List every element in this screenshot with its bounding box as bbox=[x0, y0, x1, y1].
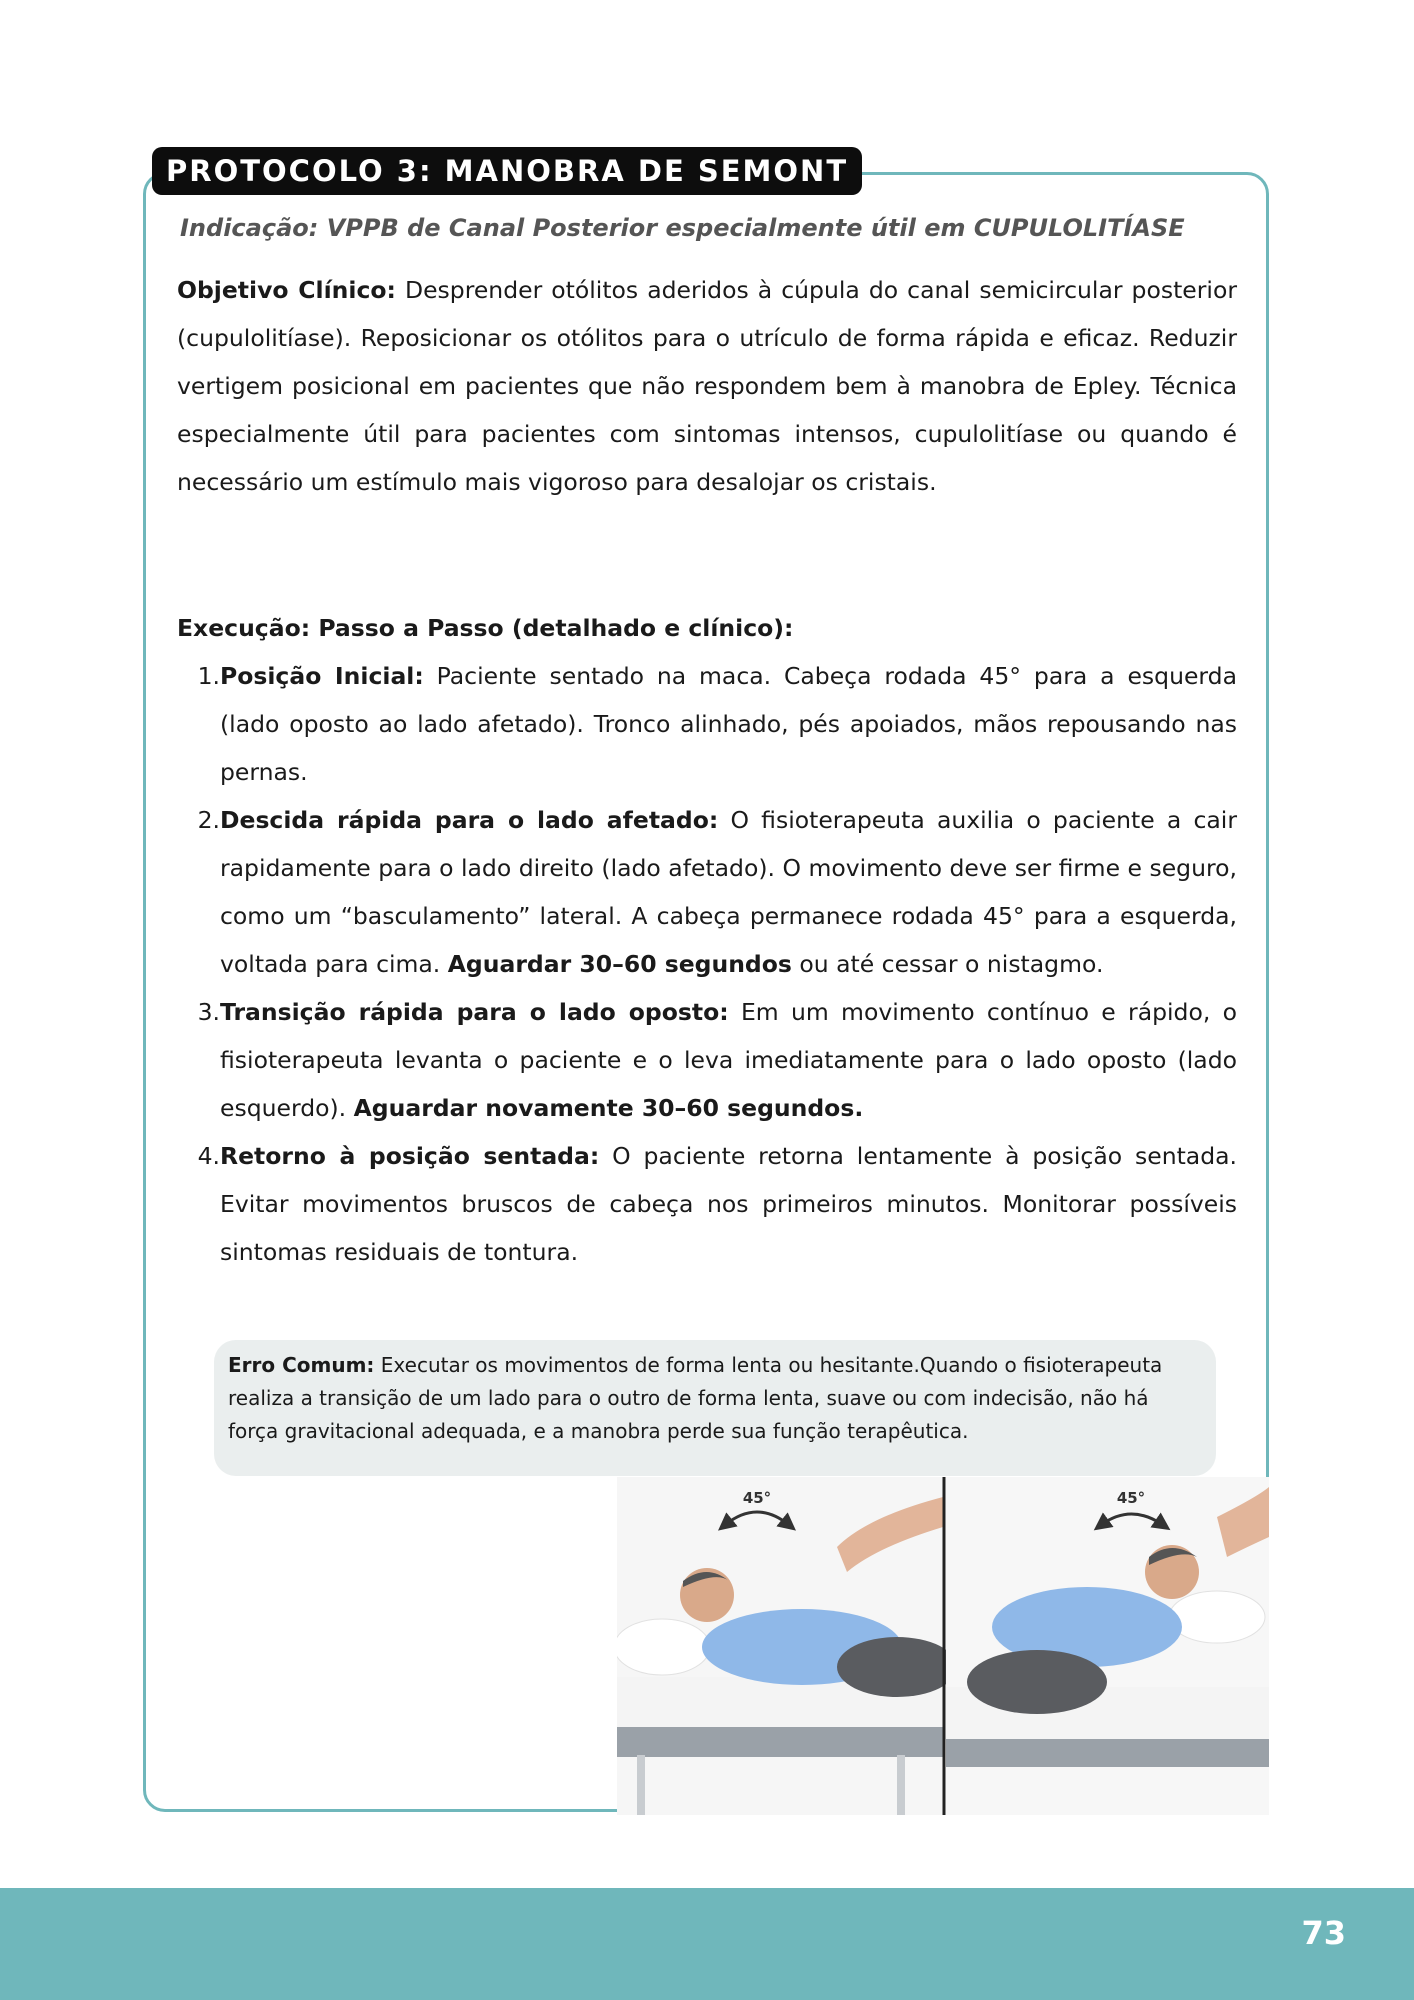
step-body: Em um movimento contínuo e rápido, o fisioterapeuta levanta o paciente e o leva imediatamente para o lado oposto (lado esquerdo). bbox=[220, 998, 1237, 1122]
list-item bbox=[177, 796, 1237, 988]
right-angle-label: 45° bbox=[1116, 1489, 1146, 1507]
objective-text: Desprender otólitos aderidos à cúpula do canal semicircular posterior (cupulolitíase). Reposicionar os otólitos para o utrículo de forma rápida e eficaz. Reduzir vertigem posicional em pacientes que não respondem bem à manobra de Epley. Técnica especialmente útil para pacientes com sintomas intensos, cupulolitíase ou quando é necessário um estímulo mais vigoroso para desalojar os cristais. bbox=[177, 276, 1237, 496]
step-text bbox=[220, 652, 1237, 796]
objective-label: Objetivo Clínico: bbox=[177, 276, 396, 304]
step-body: O fisioterapeuta auxilia o paciente a cair rapidamente para o lado direito (lado afetado). O movimento deve ser firme e seguro, como um “basculamento” lateral. A cabeça permanece rodada 45° para a esquerda, voltada para cima. bbox=[220, 806, 1237, 978]
step-label: Transição rápida para o lado oposto: bbox=[220, 998, 729, 1026]
step-number: 1. bbox=[197, 662, 220, 690]
step-emphasis: Aguardar novamente 30–60 segundos. bbox=[353, 1094, 864, 1122]
page-footer bbox=[0, 1888, 1414, 2000]
list-item bbox=[177, 652, 1237, 796]
left-panel bbox=[617, 1477, 957, 1815]
step-number: 3. bbox=[197, 998, 220, 1026]
step-number: 4. bbox=[197, 1142, 220, 1170]
step-text bbox=[220, 1132, 1237, 1276]
page-number: 73 bbox=[1301, 1914, 1346, 1952]
step-label: Retorno à posição sentada: bbox=[220, 1142, 600, 1170]
step-text bbox=[220, 796, 1237, 988]
indication-subtitle: Indicação: VPPB de Canal Posterior especialmente útil em CUPULOLITÍASE bbox=[180, 214, 1185, 242]
step-number: 2. bbox=[197, 806, 220, 834]
protocol-title: PROTOCOLO 3: MANOBRA DE SEMONT bbox=[152, 147, 862, 195]
semont-maneuver-illustration bbox=[617, 1477, 1269, 1815]
step-text bbox=[220, 988, 1237, 1132]
step-body: Paciente sentado na maca. Cabeça rodada 45° para a esquerda (lado oposto ao lado afetado). Tronco alinhado, pés apoiados, mãos repousando nas pernas. bbox=[220, 662, 1237, 786]
step-body: O paciente retorna lentamente à posição sentada. Evitar movimentos bruscos de cabeça nos primeiros minutos. Monitorar possíveis sintomas residuais de tontura. bbox=[220, 1142, 1237, 1266]
list-item bbox=[177, 988, 1237, 1132]
list-item bbox=[177, 1132, 1237, 1276]
step-label: Posição Inicial: bbox=[220, 662, 424, 690]
steps-list bbox=[177, 652, 1237, 1276]
note-label: Erro Comum: bbox=[228, 1353, 375, 1377]
step-emphasis: Aguardar 30–60 segundos bbox=[447, 950, 792, 978]
execution-heading: Execução: Passo a Passo (detalhado e clínico): bbox=[177, 614, 794, 642]
step-body-end: ou até cessar o nistagmo. bbox=[791, 950, 1104, 978]
objective-paragraph bbox=[177, 266, 1237, 506]
common-error-note bbox=[214, 1340, 1216, 1476]
left-angle-label: 45° bbox=[742, 1489, 772, 1507]
step-label: Descida rápida para o lado afetado: bbox=[220, 806, 719, 834]
right-panel bbox=[946, 1477, 1269, 1815]
note-text: Executar os movimentos de forma lenta ou hesitante.Quando o fisioterapeuta realiza a transição de um lado para o outro de forma lenta, suave ou com indecisão, não há força gravitacional adequada, e a manobra perde sua função terapêutica. bbox=[228, 1353, 1163, 1443]
